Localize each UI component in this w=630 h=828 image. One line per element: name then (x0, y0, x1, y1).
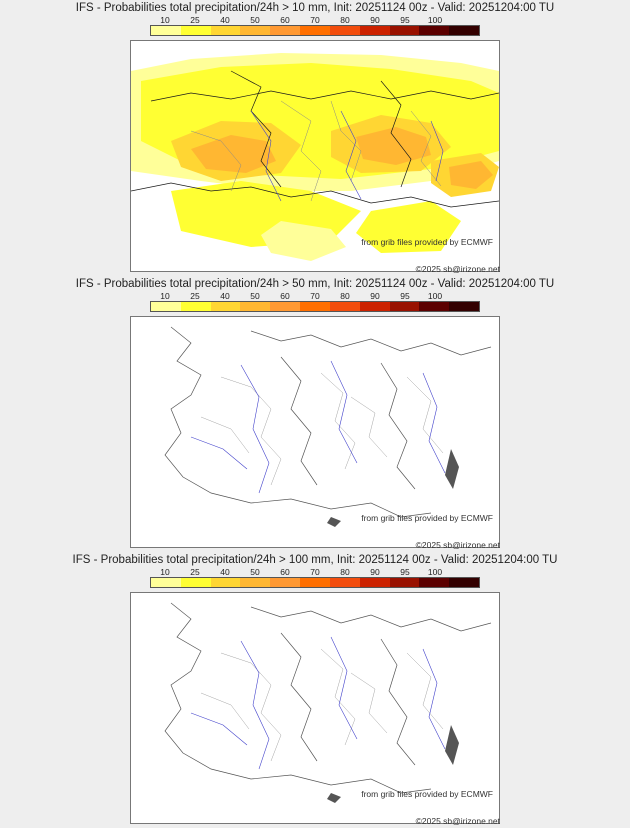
grib-credit: from grib files provided by ECMWF (361, 237, 493, 247)
legend-ticks (150, 292, 480, 302)
legend-tick: 40 (220, 291, 230, 301)
map-panel-100mm (0, 552, 630, 828)
legend-swatch (240, 302, 270, 311)
rivers-layer (191, 361, 445, 493)
legend-tick: 40 (220, 567, 230, 577)
legend-swatch (330, 578, 360, 587)
legend-swatch (181, 578, 211, 587)
legend-color-bar (150, 25, 480, 36)
legend-swatch (270, 302, 300, 311)
map-canvas-10mm[interactable] (130, 40, 500, 272)
legend-tick: 90 (370, 15, 380, 25)
grib-credit: from grib files provided by ECMWF (361, 789, 493, 799)
legend-ticks (150, 16, 480, 26)
legend-swatch (151, 302, 181, 311)
map-panel-50mm (0, 276, 630, 552)
legend-tick: 60 (280, 291, 290, 301)
legend-swatch (300, 302, 330, 311)
legend-swatch (300, 26, 330, 35)
map-panel-10mm (0, 0, 630, 276)
legend-swatch (211, 302, 241, 311)
legend-swatch (449, 302, 479, 311)
legend-color-bar (150, 577, 480, 588)
legend-swatch (360, 26, 390, 35)
panel-title: IFS - Probabilities total precipitation/24h > 100 mm, Init: 20251124 00z - Valid: 20251204:00 TU (72, 554, 558, 566)
panel-title: IFS - Probabilities total precipitation/24h > 10 mm, Init: 20251124 00z - Valid: 20251204:00 TU (75, 2, 555, 14)
legend-tick: 100 (427, 567, 443, 577)
legend-tick: 60 (280, 567, 290, 577)
legend-swatch (151, 26, 181, 35)
legend-tick: 70 (310, 15, 320, 25)
copyright-text: ©2025 sb@irizone.net (415, 264, 500, 274)
legend-swatch (211, 578, 241, 587)
legend-tick: 90 (370, 291, 380, 301)
color-legend (150, 16, 480, 36)
legend-swatch (390, 26, 420, 35)
legend-tick: 50 (250, 291, 260, 301)
legend-swatch (419, 578, 449, 587)
map-canvas-100mm[interactable] (130, 592, 500, 824)
legend-tick: 50 (250, 567, 260, 577)
legend-tick: 40 (220, 15, 230, 25)
legend-swatch (211, 26, 241, 35)
legend-tick: 100 (427, 291, 443, 301)
legend-swatch (181, 302, 211, 311)
legend-tick: 10 (160, 291, 170, 301)
legend-tick: 95 (400, 291, 410, 301)
legend-tick: 90 (370, 567, 380, 577)
color-legend (150, 568, 480, 588)
map-canvas-50mm[interactable] (130, 316, 500, 548)
legend-swatch (270, 26, 300, 35)
legend-swatch (390, 578, 420, 587)
legend-ticks (150, 568, 480, 578)
legend-tick: 80 (340, 567, 350, 577)
legend-swatch (240, 26, 270, 35)
copyright-text: ©2025 sb@irizone.net (415, 816, 500, 826)
legend-swatch (449, 578, 479, 587)
legend-swatch (449, 26, 479, 35)
legend-swatch (300, 578, 330, 587)
legend-swatch (240, 578, 270, 587)
legend-swatch (390, 302, 420, 311)
legend-tick: 80 (340, 15, 350, 25)
legend-tick: 25 (190, 15, 200, 25)
legend-tick: 100 (427, 15, 443, 25)
legend-tick: 80 (340, 291, 350, 301)
legend-tick: 70 (310, 567, 320, 577)
legend-swatch (181, 26, 211, 35)
panel-title: IFS - Probabilities total precipitation/24h > 50 mm, Init: 20251124 00z - Valid: 20251204:00 TU (75, 278, 555, 290)
copyright-text: ©2025 sb@irizone.net (415, 540, 500, 550)
legend-swatch (330, 26, 360, 35)
legend-swatch (360, 578, 390, 587)
legend-swatch (330, 302, 360, 311)
legend-swatch (419, 26, 449, 35)
admin-borders-layer (201, 649, 443, 761)
rivers-layer (191, 637, 445, 769)
legend-tick: 25 (190, 567, 200, 577)
color-legend (150, 292, 480, 312)
legend-tick: 60 (280, 15, 290, 25)
probability-field (131, 53, 499, 261)
legend-swatch (360, 302, 390, 311)
legend-color-bar (150, 301, 480, 312)
legend-tick: 10 (160, 15, 170, 25)
legend-tick: 95 (400, 15, 410, 25)
legend-swatch (419, 302, 449, 311)
legend-tick: 70 (310, 291, 320, 301)
legend-tick: 95 (400, 567, 410, 577)
legend-tick: 50 (250, 15, 260, 25)
admin-borders-layer (201, 373, 443, 485)
legend-swatch (151, 578, 181, 587)
legend-tick: 25 (190, 291, 200, 301)
grib-credit: from grib files provided by ECMWF (361, 513, 493, 523)
legend-swatch (270, 578, 300, 587)
legend-tick: 10 (160, 567, 170, 577)
